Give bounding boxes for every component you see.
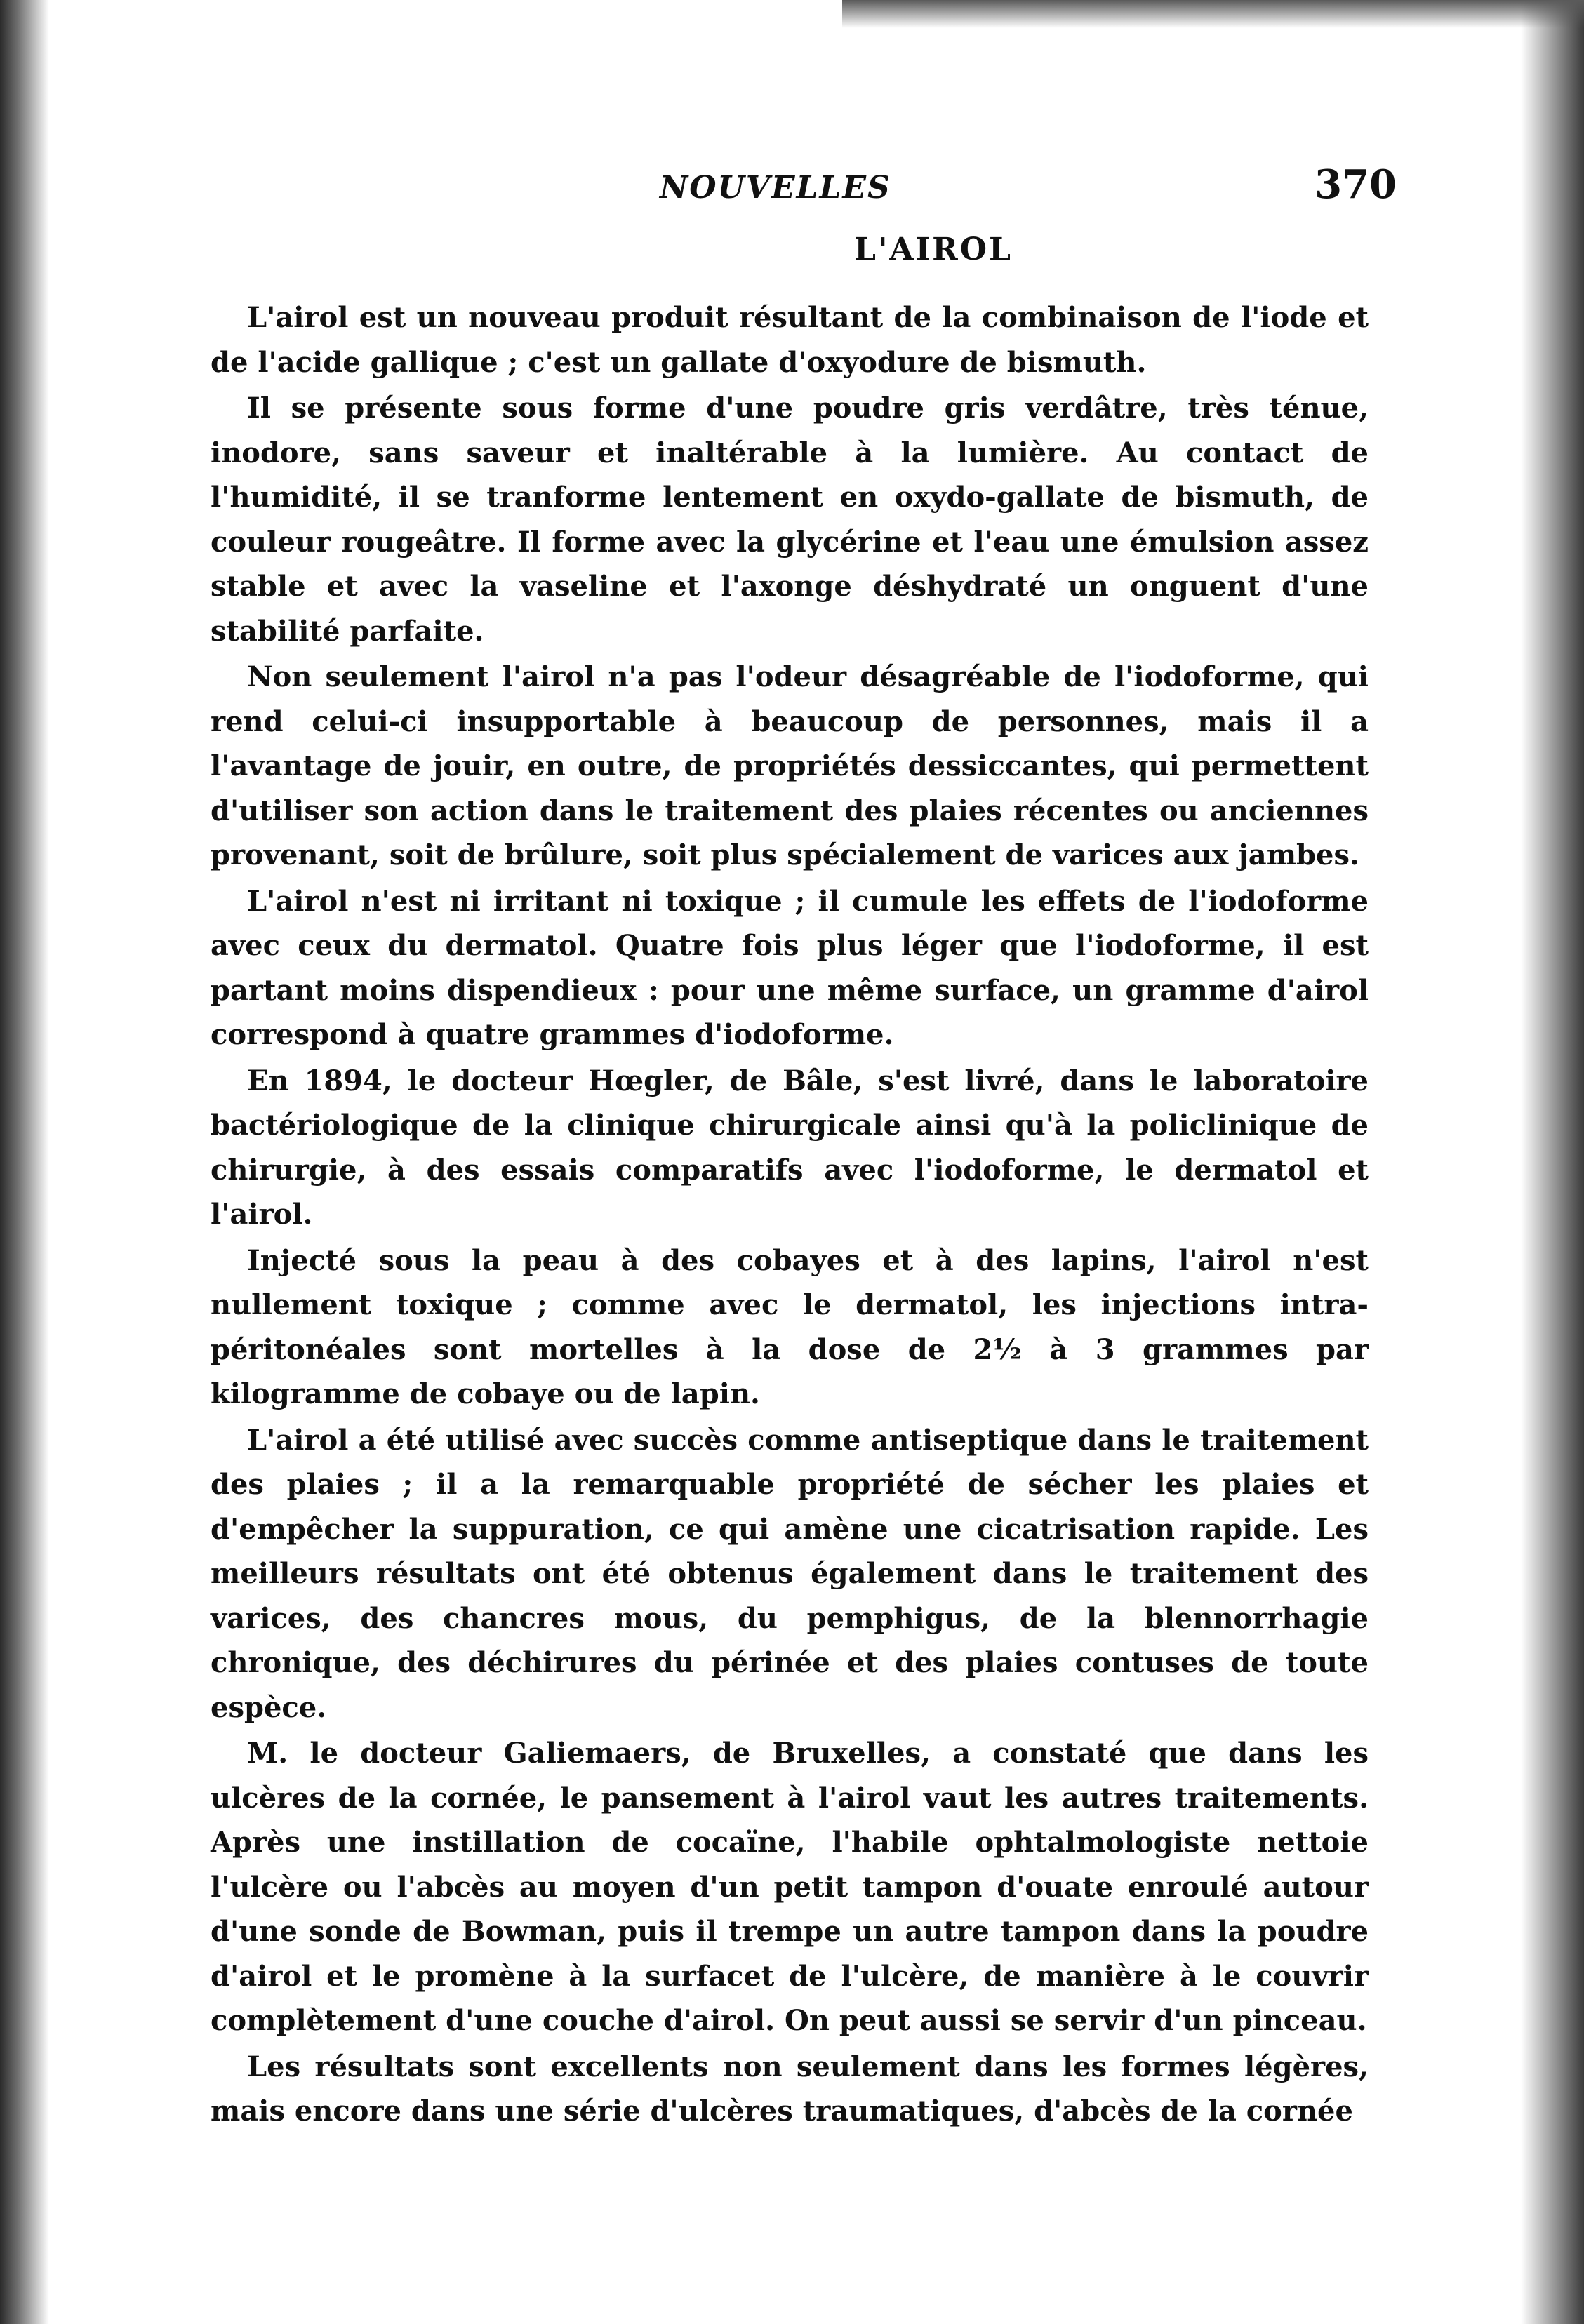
paragraph: Injecté sous la peau à des cobayes et à des lapins, l'airol n'est nullement toxique ; comme avec le dermatol, les injections intra-péritonéales sont mortelles à la dose de 2½ à 3 grammes par kilogramme de cobaye ou de lapin. <box>211 1243 1369 1410</box>
paragraph: L'airol n'est ni irritant ni toxique ; il cumule les effets de l'iodoforme avec ceux du dermatol. Quatre fois plus léger que l'iodoforme, il est partant moins dispendieux : pour une même surface, un gramme d'airol correspond à quatre grammes d'iodoforme. <box>211 884 1369 1051</box>
article-title: L'AIROL <box>854 232 1013 267</box>
paragraph: Il se présente sous forme d'une poudre gris verdâtre, très ténue, inodore, sans saveur et inaltérable à la lumière. Au contact de l'humidité, il se tranforme lentement en oxydo-gallate de bismuth, de couleur rougeâtre. Il forme avec la glycérine et l'eau une émulsion assez stable et avec la vaseline et l'axonge déshydraté un onguent d'une stabilité parfaite. <box>211 392 1369 648</box>
paragraph: Non seulement l'airol n'a pas l'odeur désagréable de l'iodoforme, qui rend celui-ci insupportable à beaucoup de personnes, mais il a l'avantage de jouir, en outre, de propriétés dessiccantes, qui permettent d'utiliser son action dans le traitement des plaies récentes ou anciennes provenant, soit de brûlure, soit plus spécialement de varices aux jambes. <box>211 660 1369 872</box>
scan-edge-left <box>0 0 49 2324</box>
paragraph: En 1894, le docteur Hœgler, de Bâle, s'est livré, dans le laboratoire bactériologique de la clinique chirurgicale ainsi qu'à la policlinique de chirurgie, à des essais comparatifs avec l'iodoforme, le dermatol et l'airol. <box>211 1064 1369 1231</box>
paragraph: L'airol a été utilisé avec succès comme antiseptique dans le traitement des plaies ; il a la remarquable propriété de sécher les plaies et d'empêcher la suppuration, ce qui amène une cicatrisation rapide. Les meilleurs résultats ont été obtenus également dans le traitement des varices, des chancres mous, du pemphigus, de la blennorrhagie chronique, des déchirures du périnée et des plaies contuses de toute espèce. <box>211 1423 1369 1724</box>
paragraph: M. le docteur Galiemaers, de Bruxelles, a constaté que dans les ulcères de la cornée, le pansement à l'airol vaut les autres traitements. Après une instillation de cocaïne, l'habile ophtalmologiste nettoie l'ulcère ou l'abcès au moyen d'un petit tampon d'ouate enroulé autour d'une sonde de Bowman, puis il trempe un autre tampon dans la poudre d'airol et le promène à la surfacet de l'ulcère, de manière à le couvrir complètement d'une couche d'airol. On peut aussi se servir d'un pinceau. <box>211 1737 1369 2037</box>
page <box>211 161 1397 2135</box>
paragraph: Les résultats sont excellents non seulement dans les formes légères, mais encore dans une série d'ulcères traumatiques, d'abcès de la cornée <box>211 2050 1369 2128</box>
scan-edge-right <box>1521 0 1584 2324</box>
page-number: 370 <box>1315 161 1397 208</box>
running-head <box>232 161 1397 225</box>
article-body <box>211 295 1369 2134</box>
scan-edge-top <box>842 0 1584 28</box>
running-title: NOUVELLES <box>660 170 891 206</box>
paragraph: L'airol est un nouveau produit résultant de la combinaison de l'iode et de l'acide gallique ; c'est un gallate d'oxyodure de bismuth. <box>211 301 1369 379</box>
